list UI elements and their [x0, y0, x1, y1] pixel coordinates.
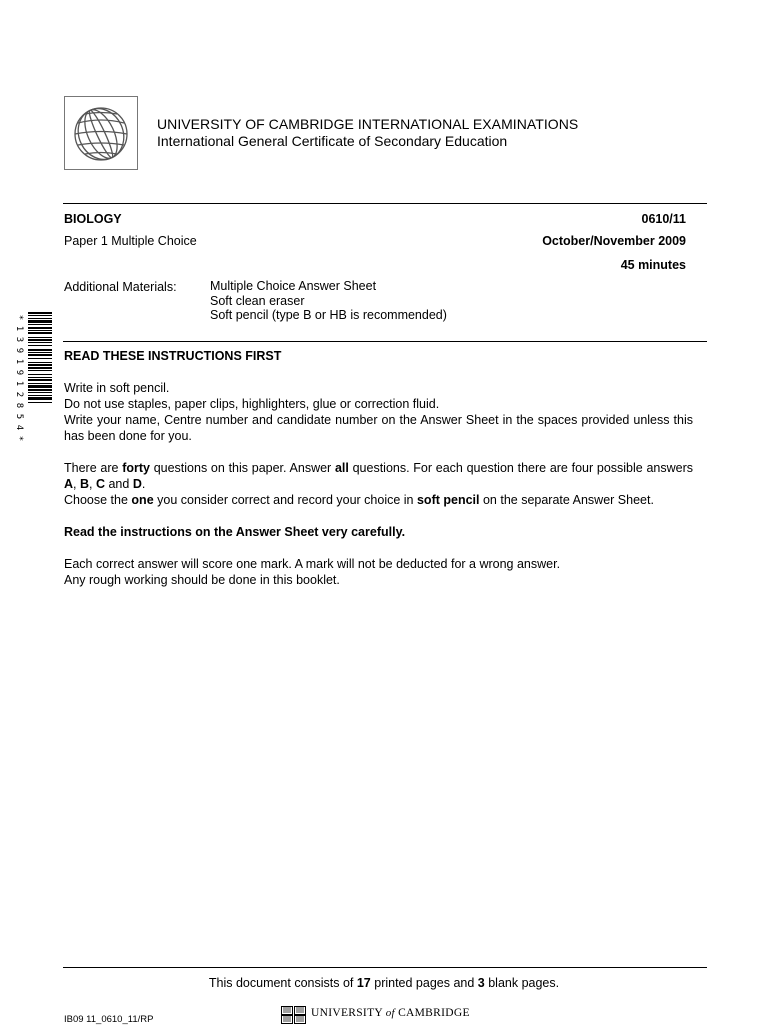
rough-work-info: Any rough working should be done in this booklet.	[64, 573, 340, 587]
barcode-digit: 8	[14, 402, 25, 409]
materials-list	[210, 279, 447, 323]
material-item: Soft pencil (type B or HB is recommended)	[210, 308, 447, 322]
crest-icon	[281, 1006, 307, 1024]
barcode-digit: 5	[14, 413, 25, 420]
barcode-bar	[28, 385, 52, 388]
subject: BIOLOGY	[64, 212, 122, 226]
globe-icon	[69, 101, 133, 165]
certificate-name: International General Certificate of Secondary Education	[157, 133, 508, 149]
duration: 45 minutes	[620, 258, 686, 272]
barcode-bar	[28, 339, 52, 341]
paper-title: Paper 1 Multiple Choice	[64, 234, 197, 248]
barcode-bar	[28, 377, 52, 378]
barcode-digit: 1	[14, 358, 25, 365]
barcode-bar	[28, 332, 52, 334]
instruction-line: Write in soft pencil.	[64, 381, 170, 395]
material-item: Multiple Choice Answer Sheet	[210, 279, 377, 293]
barcode-bar	[28, 315, 52, 316]
document-reference: IB09 11_0610_11/RP	[64, 1014, 154, 1025]
exam-board-logo	[64, 96, 138, 170]
barcode-bar	[28, 320, 52, 323]
paper-code: 0610/11	[641, 212, 686, 226]
barcode-bar	[28, 337, 52, 338]
page-count: This document consists of 17 printed pages and 3 blank pages.	[208, 976, 560, 990]
barcode-digit: 9	[14, 347, 25, 354]
barcode-digit: *	[14, 435, 25, 442]
barcode-bar	[28, 370, 52, 371]
barcode-bar	[28, 342, 52, 343]
cambridge-logo	[281, 1006, 470, 1024]
barcode-bar	[28, 374, 52, 375]
barcode-digit: 1	[14, 380, 25, 387]
barcode-bar	[28, 392, 52, 393]
materials-label: Additional Materials:	[64, 280, 177, 294]
exam-session: October/November 2009	[542, 234, 686, 248]
instructions-body	[64, 380, 693, 588]
instruction-line: Do not use staples, paper clips, highlighters, glue or correction fluid.	[64, 397, 440, 411]
barcode-bar	[28, 330, 52, 331]
barcode-bar	[28, 395, 52, 396]
barcode-bar	[28, 354, 52, 356]
instructions-heading: READ THESE INSTRUCTIONS FIRST	[64, 349, 282, 363]
barcode-bar	[28, 352, 52, 353]
barcode-digits	[13, 312, 25, 456]
barcode-bar	[28, 402, 52, 403]
candidate-barcode	[14, 312, 54, 456]
barcode-bar	[28, 324, 52, 325]
header-rule	[63, 203, 707, 204]
barcode-bar	[28, 312, 52, 314]
barcode-bars	[28, 312, 52, 456]
barcode-bar	[28, 379, 52, 381]
barcode-digit: 1	[14, 325, 25, 332]
footer-rule	[63, 967, 707, 968]
barcode-bar	[28, 327, 52, 329]
barcode-bar	[28, 389, 52, 391]
barcode-bar	[28, 367, 52, 369]
barcode-bar	[28, 397, 52, 400]
barcode-digit: 3	[14, 336, 25, 343]
barcode-bar	[28, 362, 52, 363]
barcode-bar	[28, 364, 52, 366]
barcode-bar	[28, 318, 52, 319]
barcode-digit: *	[14, 314, 25, 321]
barcode-bar	[28, 345, 52, 346]
barcode-bar	[28, 358, 52, 359]
barcode-bar	[28, 349, 52, 351]
marking-info: Each correct answer will score one mark. A mark will not be deducted for a wrong answer.	[64, 557, 561, 571]
barcode-bar	[28, 383, 52, 384]
questions-info: There are forty questions on this paper. Answer all questions. For each question there are four possible answers A, B, C and D.	[64, 461, 694, 491]
barcode-digit: 4	[14, 424, 25, 431]
barcode-digit: 9	[14, 369, 25, 376]
answer-sheet-note: Read the instructions on the Answer Sheet very carefully.	[64, 525, 406, 539]
cambridge-wordmark: UNIVERSITY of CAMBRIDGE	[311, 1007, 470, 1019]
barcode-digit: 2	[14, 391, 25, 398]
instructions-rule	[63, 341, 707, 342]
instruction-line: Write your name, Centre number and candidate number on the Answer Sheet in the spaces provided unless this has been done for you.	[64, 413, 693, 443]
material-item: Soft clean eraser	[210, 293, 305, 308]
university-name: UNIVERSITY OF CAMBRIDGE INTERNATIONAL EXAMINATIONS	[157, 116, 579, 132]
choose-info: Choose the one you consider correct and record your choice in soft pencil on the separate Answer Sheet.	[64, 493, 654, 507]
